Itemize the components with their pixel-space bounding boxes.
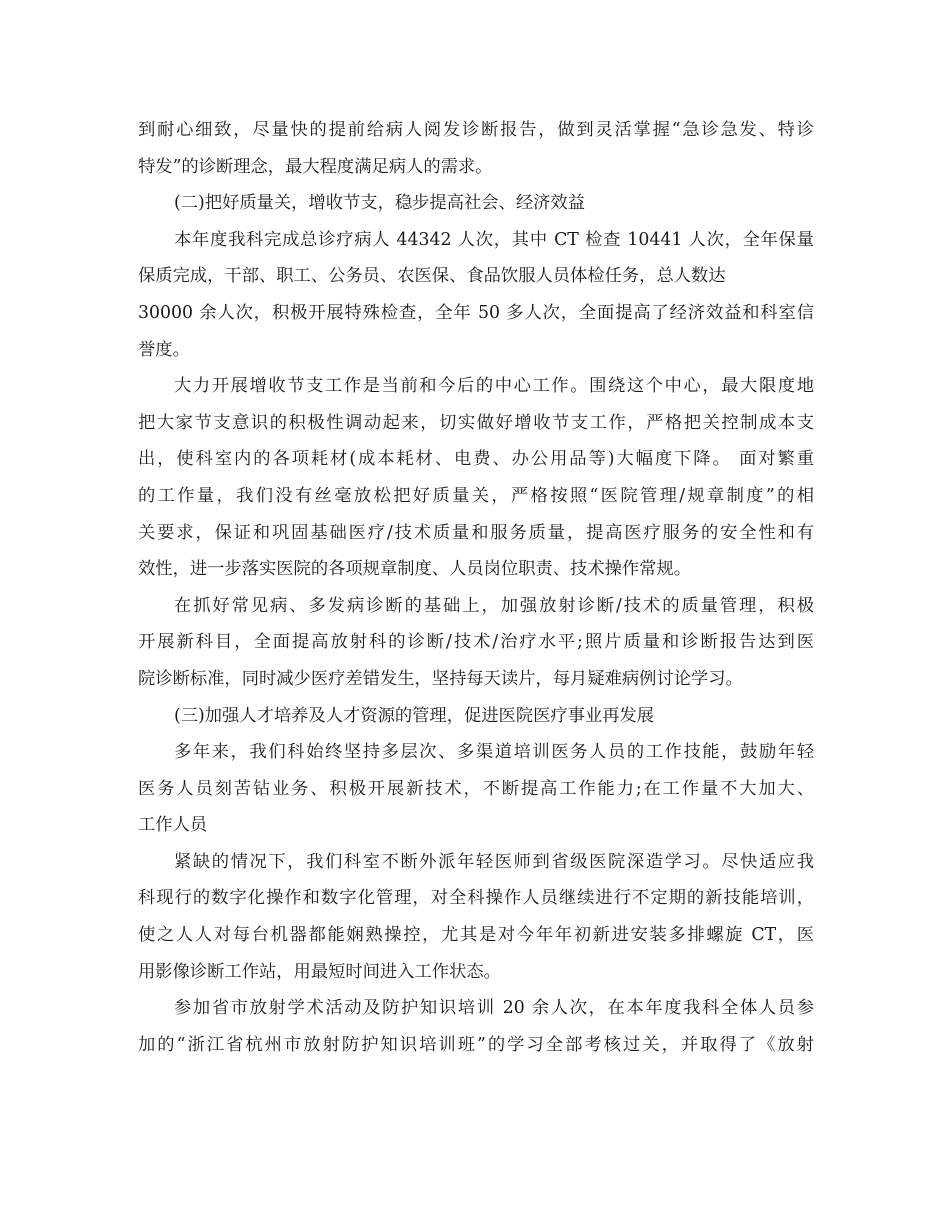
text-line: 开展新科目，全面提高放射科的诊断/技术/治疗水平;照片质量和诊断报告达到医 [138,632,814,653]
text-line: 多年来，我们科始终坚持多层次、多渠道培训医务人员的工作技能，鼓励年轻 [174,742,814,763]
document-body [138,112,814,1063]
text-line: 加的“浙江省杭州市放射防护知识培训班”的学习全部考核过关，并取得了《放射 [138,1034,814,1055]
text-line: 参加省市放射学术活动及防护知识培训 20 余人次，在本年度我科全体人员参 [174,998,814,1019]
text-line: 大力开展增收节支工作是当前和今后的中心工作。围绕这个中心，最大限度地 [174,376,814,397]
text-line: 到耐心细致，尽量快的提前给病人阅发诊断报告，做到灵活掌握“急诊急发、特诊 [138,120,814,140]
text-line: 特发”的诊断理念，最大程度满足病人的需求。 [138,156,493,177]
text-line: 本年度我科完成总诊疗病人 44342 人次，其中 CT 检查 10441 人次，全年保量 [174,229,814,250]
text-line: (二)把好质量关，增收节支，稳步提高社会、经济效益 [174,193,585,214]
text-line: 把大家节支意识的积极性调动起来，切实做好增收节支工作，严格把关控制成本支 [138,412,814,433]
text-line: 院诊断标准，同时减少医疗差错发生，坚持每天读片，每月疑难病例讨论学习。 [138,668,743,689]
text-line: 效性，进一步落实医院的各项规章制度、人员岗位职责、技术操作常规。 [138,559,692,580]
text-line: 用影像诊断工作站，用最短时间进入工作状态。 [138,961,501,982]
text-line: 30000 余人次，积极开展特殊检查，全年 50 多人次，全面提高了经济效益和科室信 [138,302,814,323]
text-line: 科现行的数字化操作和数字化管理，对全科操作人员继续进行不定期的新技能培训， [138,888,814,909]
text-line: 誉度。 [138,339,190,360]
text-line: 医务人员刻苦钻业务、积极开展新技术，不断提高工作能力;在工作量不大加大、 [138,778,814,799]
text-line: 关要求，保证和巩固基础医疗/技术质量和服务质量，提高医疗服务的安全性和有 [138,522,814,543]
text-line: 使之人人对每台机器都能娴熟操控，尤其是对今年年初新进安装多排螺旋 CT，医 [138,925,814,946]
text-line: (三)加强人才培养及人才资源的管理，促进医院医疗事业再发展 [174,705,655,726]
text-line: 保质完成，干部、职工、公务员、农医保、食品饮服人员体检任务，总人数达 [138,266,726,287]
text-line: 紧缺的情况下，我们科室不断外派年轻医师到省级医院深造学习。尽快适应我 [174,851,814,872]
text-line: 工作人员 [138,815,208,836]
text-line: 的工作量，我们没有丝毫放松把好质量关，严格按照“医院管理/规章制度”的相 [138,485,814,506]
text-line: 在抓好常见病、多发病诊断的基础上，加强放射诊断/技术的质量管理，积极 [174,595,814,616]
text-line: 出，使科室内的各项耗材(成本耗材、电费、办公用品等)大幅度下降。 面对繁重 [138,449,814,470]
